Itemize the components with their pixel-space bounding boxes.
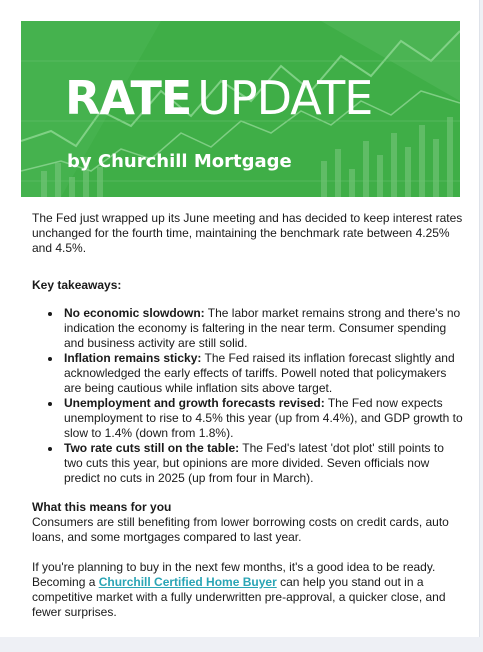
takeaway-title: Two rate cuts still on the table: [64, 441, 240, 455]
meaning-paragraph: Consumers are still benefiting from lower borrowing costs on credit cards, auto loans, and some mortgages compared to last year. [32, 515, 449, 544]
takeaways-heading: Key takeaways: [32, 278, 122, 292]
banner-title-update: UPDATE [197, 71, 373, 125]
takeaway-text: The labor market remains strong and there's no indication the economy is faltering in the near term. Consumer spending and business activity are still solid. [64, 306, 461, 350]
takeaway-title: No economic slowdown: [64, 306, 205, 320]
list-item [62, 441, 464, 486]
banner-title [65, 71, 372, 125]
banner-title-rate: RATE [65, 71, 192, 125]
list-item [62, 306, 464, 351]
rate-update-banner [21, 21, 460, 197]
intro-paragraph: The Fed just wrapped up its June meeting and has decided to keep interest rates unchanged for the fourth time, maintaining the benchmark rate between 4.25% and 4.5%. [32, 211, 463, 255]
banner-subtitle: by Churchill Mortgage [67, 151, 292, 172]
takeaway-text: The Fed now expects unemployment to rise to 4.5% this year (up from 4.4%), and GDP growth to slow to 1.4% (down from 1.8%). [64, 396, 463, 440]
takeaway-title: Unemployment and growth forecasts revised: [64, 396, 325, 410]
article-body [32, 211, 464, 620]
home-buyer-paragraph [32, 560, 464, 620]
takeaway-text: The Fed raised its inflation forecast slightly and acknowledged the early effects of tariffs. Powell noted that policymakers are being cautious while inflation sits above target. [64, 351, 455, 395]
meaning-heading: What this means for you [32, 500, 172, 514]
takeaway-title: Inflation remains sticky: [64, 351, 202, 365]
takeaways-list [32, 306, 464, 486]
paragraph-text-after-link: can help you stand out in a competitive market with a fully underwritten pre-approval, a quicker close, and fewer surprises. [32, 575, 446, 619]
list-item [62, 396, 464, 441]
churchill-certified-home-buyer-link[interactable]: Churchill Certified Home Buyer [98, 575, 277, 589]
takeaway-text: The Fed's latest 'dot plot' still points to two cuts this year, but opinions are more divided. Seven officials now predict no cuts in 2025 (up from four in March). [64, 441, 444, 485]
list-item [62, 351, 464, 396]
paragraph-text-before-link: If you're planning to buy in the next few months, it's a good idea to be ready. Becoming a [32, 560, 436, 589]
